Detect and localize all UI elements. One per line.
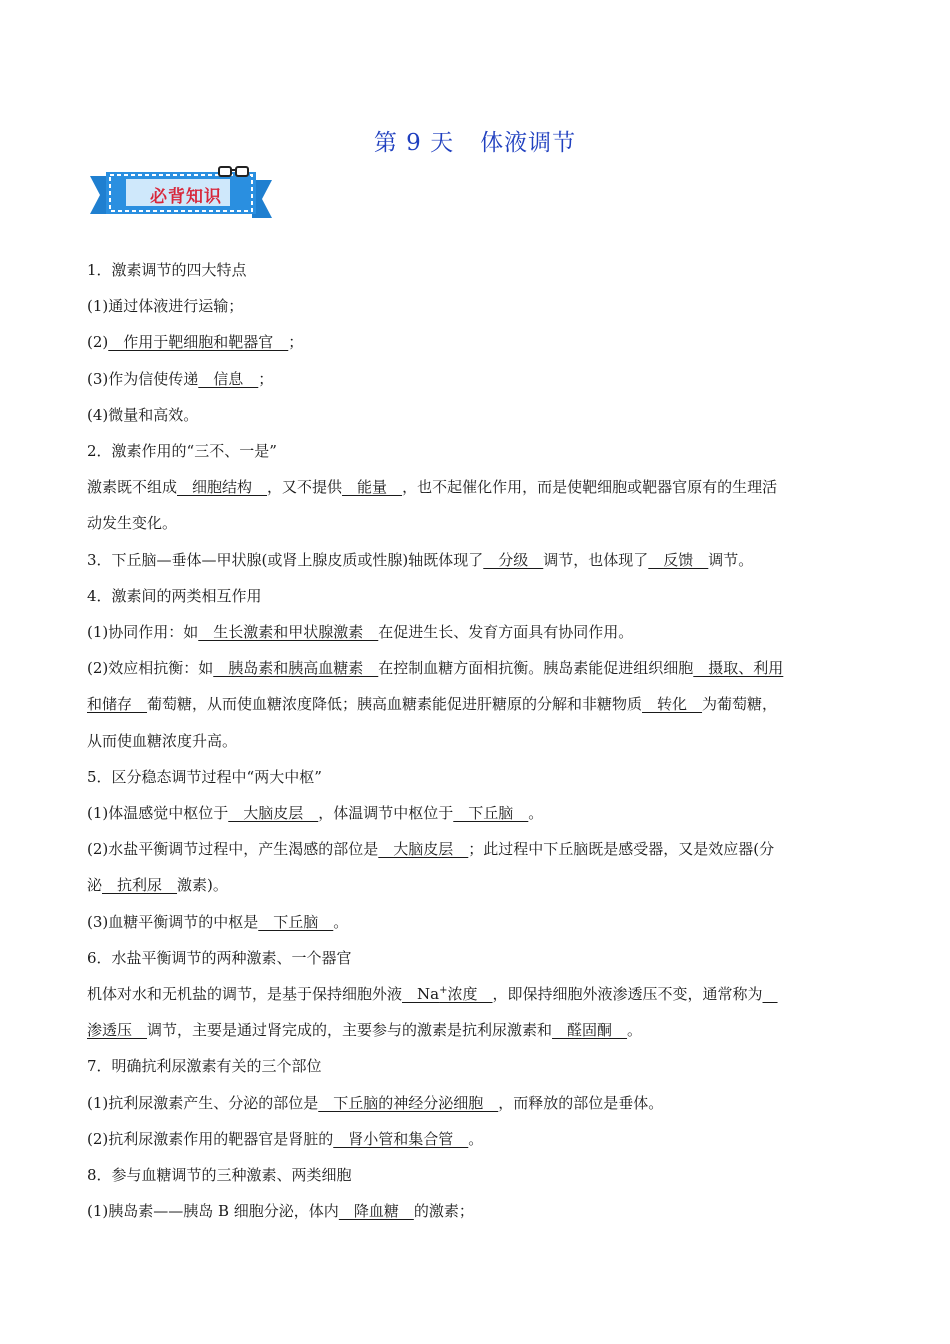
answer-blank: 生长激素和甲状腺激素 xyxy=(198,623,379,642)
answer-blank: 能量 xyxy=(342,478,403,497)
document-body xyxy=(87,252,867,1229)
section-2-line-1: 激素既不组成 细胞结构 ，又不提供 能量 ，也不起催化作用，而是使靶细胞或靶器官原有的生理活 xyxy=(87,478,778,497)
answer-blank: 反馈 xyxy=(648,550,709,569)
answer-blank xyxy=(763,985,778,1003)
answer-blank: 降血糖 xyxy=(338,1202,414,1221)
answer-blank: 下丘脑 xyxy=(258,912,334,931)
section-7-line-2: (2)抗利尿激素作用的靶器官是肾脏的 肾小管和集合管 。 xyxy=(87,1129,484,1148)
section-7-heading: 7．明确抗利尿激素有关的三个部位 xyxy=(87,1057,322,1076)
section-5-heading: 5．区分稳态调节过程中“两大中枢” xyxy=(87,767,322,786)
page-title xyxy=(0,124,950,157)
answer-blank: 大脑皮层 xyxy=(228,804,319,823)
section-7-line-1: (1)抗利尿激素产生、分泌的部位是 下丘脑的神经分泌细胞 ，而释放的部位是垂体。 xyxy=(87,1093,664,1112)
section-1-line-4: (4)微量和高效。 xyxy=(87,405,199,424)
section-5-line-2: (2)水盐平衡调节过程中，产生渴感的部位是 大脑皮层 ；此过程中下丘脑既是感受器，又是效应器(分 xyxy=(87,840,775,859)
answer-blank: 分级 xyxy=(483,550,544,569)
answer-blank: 细胞结构 xyxy=(177,478,268,497)
section-2-heading: 2．激素作用的“三不、一是” xyxy=(87,442,277,461)
answer-blank: 醛固酮 xyxy=(552,1021,628,1040)
section-4-heading: 4．激素间的两类相互作用 xyxy=(87,586,262,605)
section-2-line-2: 动发生变化。 xyxy=(87,514,178,533)
section-6-heading: 6．水盐平衡调节的两种激素、一个器官 xyxy=(87,948,352,967)
section-4-line-1: (1)协同作用：如 生长激素和甲状腺激素 在促进生长、发育方面具有协同作用。 xyxy=(87,623,634,642)
section-1-heading: 1．激素调节的四大特点 xyxy=(87,261,247,279)
answer-blank: 肾小管和集合管 xyxy=(333,1129,469,1148)
answer-blank: 转化 xyxy=(642,695,703,714)
title-topic: 体液调节 xyxy=(480,130,577,156)
section-1-line-3: (3)作为信使传递 信息 ； xyxy=(87,369,274,388)
section-4-line-4: 从而使血糖浓度升高。 xyxy=(87,731,238,750)
section-6-line-2: 渗透压 调节，主要是通过肾完成的，主要参与的激素是抗利尿激素和 醛固酮 。 xyxy=(87,1021,643,1040)
section-5-line-1: (1)体温感觉中枢位于 大脑皮层 ，体温调节中枢位于 下丘脑 。 xyxy=(87,804,544,823)
title-day: 第 9 天 xyxy=(373,130,455,156)
answer-blank: 大脑皮层 xyxy=(378,840,469,859)
section-5-line-4: (3)血糖平衡调节的中枢是 下丘脑 。 xyxy=(87,912,349,931)
section-8-heading: 8．参与血糖调节的三种激素、两类细胞 xyxy=(87,1166,352,1185)
section-5-line-3: 泌 抗利尿 激素)。 xyxy=(87,876,228,895)
answer-blank: Na+浓度 xyxy=(402,985,493,1004)
answer-blank: 抗利尿 xyxy=(102,876,178,895)
section-4-line-3: 和储存 葡萄糖，从而使血糖浓度降低；胰高血糖素能促进肝糖原的分解和非糖物质 转化 为葡萄糖， xyxy=(87,695,778,714)
section-1-line-1: (1)通过体液进行运输； xyxy=(87,297,244,316)
answer-blank: 信息 xyxy=(198,369,259,388)
answer-blank: 胰岛素和胰高血糖素 xyxy=(213,659,379,678)
answer-blank: 渗透压 xyxy=(87,1021,148,1040)
section-4-line-2: (2)效应相抗衡：如 胰岛素和胰高血糖素 在控制血糖方面相抗衡。胰岛素能促进组织细胞 摄取、利用 xyxy=(87,659,784,678)
section-3-line-1: 3．下丘脑—垂体—甲状腺(或肾上腺皮质或性腺)轴既体现了 分级 调节，也体现了 反馈 调节。 xyxy=(87,550,754,569)
banner-label: 必背知识 xyxy=(150,187,222,207)
section-8-line-1: (1)胰岛素——胰岛 B 细胞分泌，体内 降血糖 的激素； xyxy=(87,1202,474,1221)
answer-blank: 摄取、利用 xyxy=(693,659,784,678)
section-6-line-1: 机体对水和无机盐的调节，是基于保持细胞外液 Na+浓度 ，即保持细胞外液渗透压不变，通常称为 xyxy=(87,976,867,1012)
answer-blank: 下丘脑的神经分泌细胞 xyxy=(318,1093,499,1112)
answer-blank: 下丘脑 xyxy=(453,804,529,823)
section-1-line-2: (2) 作用于靶细胞和靶器官 ； xyxy=(87,333,304,352)
answer-blank: 和储存 xyxy=(87,695,148,714)
answer-blank: 作用于靶细胞和靶器官 xyxy=(108,333,289,352)
